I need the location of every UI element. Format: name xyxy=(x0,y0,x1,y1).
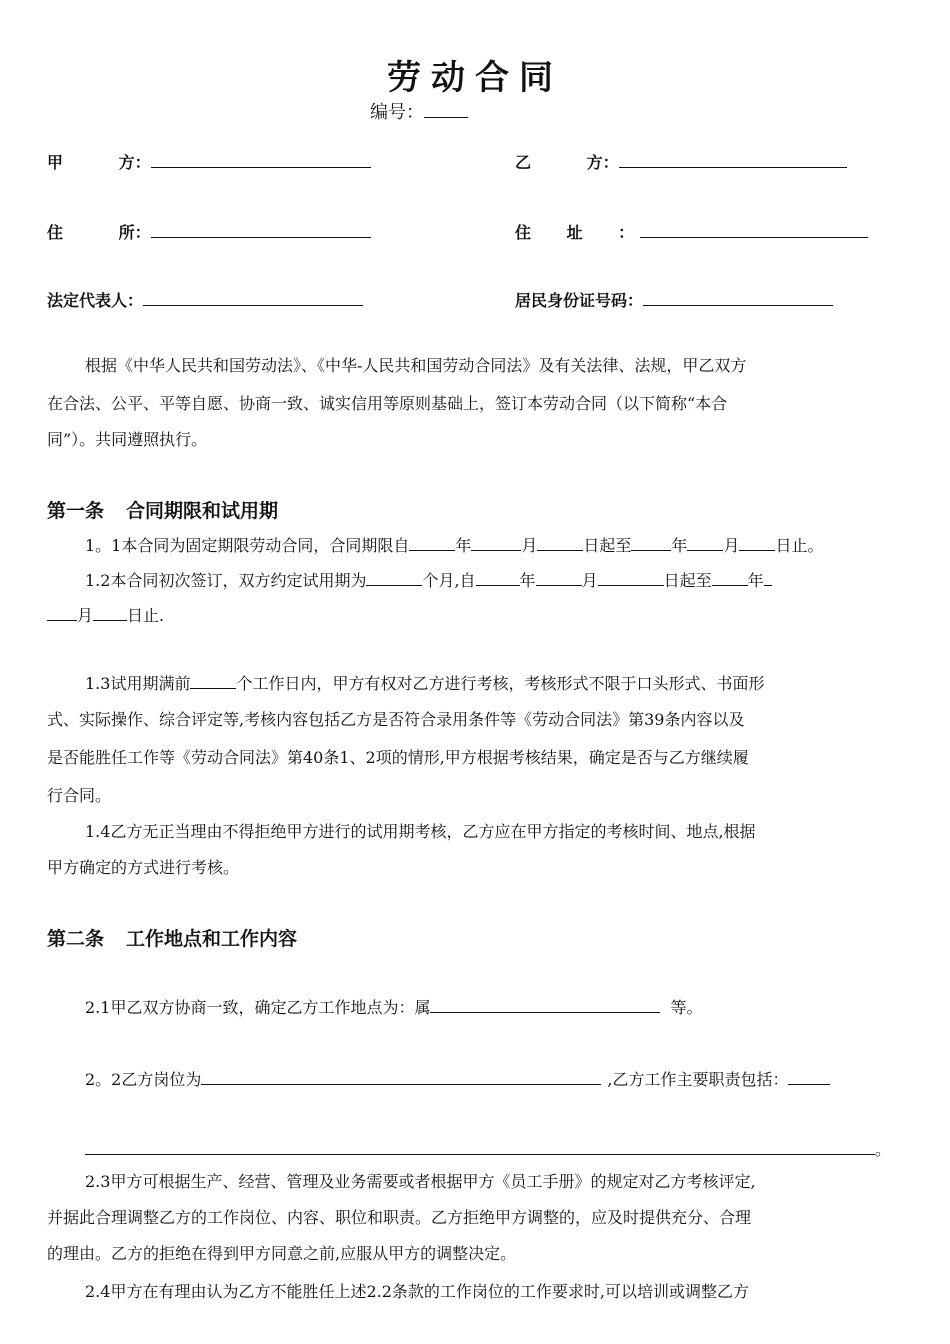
address-field xyxy=(515,220,868,243)
clause-2-2 xyxy=(85,1062,830,1098)
party-a-blank[interactable] xyxy=(151,153,371,168)
id-number-field xyxy=(515,288,833,311)
article-2-heading xyxy=(47,924,297,951)
duties-line xyxy=(85,1132,891,1168)
blank[interactable] xyxy=(598,571,664,586)
clause-1-2-cont xyxy=(47,598,164,634)
id-number-blank[interactable] xyxy=(643,291,833,306)
blank[interactable] xyxy=(739,536,775,551)
legal-rep-blank[interactable] xyxy=(143,291,363,306)
clause-1-4: 1.4乙方无正当理由不得拒绝甲方进行的试用期考核，乙方应在甲方指定的考核时间、地点,根据 xyxy=(85,822,756,841)
document-title: 劳动合同 xyxy=(387,58,563,98)
party-b-blank[interactable] xyxy=(619,153,847,168)
clause-1-1 xyxy=(85,528,823,564)
duties-blank-line[interactable] xyxy=(85,1140,875,1155)
year-label: 年 xyxy=(747,571,764,590)
legal-rep-label: 法定代表人： xyxy=(47,291,144,310)
clause-1-1-text: 1。1本合同为固定期限劳动合同，合同期限自 xyxy=(85,536,410,555)
day-end-label: 日止. xyxy=(127,606,165,625)
clause-2-3: 2.3甲方可根据生产、经营、管理及业务需要或者根据甲方《员工手册》的规定对乙方考核评定, xyxy=(85,1172,756,1191)
clause-2-3-line-3: 的理由。乙方的拒绝在得到甲方同意之前,应服从甲方的调整决定。 xyxy=(47,1244,517,1263)
months-label: 个月,自 xyxy=(422,571,476,590)
year-label: 年 xyxy=(519,571,536,590)
party-a-field xyxy=(47,150,371,173)
blank[interactable] xyxy=(409,536,455,551)
residence-blank[interactable] xyxy=(151,223,371,238)
day-to-label: 日起至 xyxy=(663,571,712,590)
duties-end: 。 xyxy=(875,1140,892,1159)
article-1-number: 第一条 xyxy=(47,500,105,522)
contract-number xyxy=(370,98,468,124)
clause-2-3-line-2: 并据此合理调整乙方的工作岗位、内容、职位和职责。乙方拒绝甲方调整的，应及时提供充分、合理 xyxy=(47,1208,752,1227)
clause-1-4-line-2: 甲方确定的方式进行考核。 xyxy=(47,858,240,877)
month-label: 月 xyxy=(723,536,740,555)
residence-field xyxy=(47,220,371,243)
article-2-number: 第二条 xyxy=(47,928,105,950)
clause-2-4: 2.4甲方在有理由认为乙方不能胜任上述2.2条款的工作岗位的工作要求时,可以培训或调整乙方 xyxy=(85,1282,749,1301)
number-label: 编号： xyxy=(370,102,424,123)
number-blank[interactable] xyxy=(424,103,468,118)
work-location-blank[interactable] xyxy=(430,998,660,1013)
article-1-title: 合同期限和试用期 xyxy=(126,500,279,522)
clause-1-2 xyxy=(85,563,772,599)
clause-2-2-text: 2。2乙方岗位为 xyxy=(85,1070,202,1089)
blank[interactable] xyxy=(764,571,772,586)
blank[interactable] xyxy=(476,571,520,586)
blank[interactable] xyxy=(47,606,77,621)
blank[interactable] xyxy=(471,536,521,551)
intro-line-2: 在合法、公平、平等自愿、协商一致、诚实信用等原则基础上，签订本劳动合同（以下简称“本合 xyxy=(47,394,728,413)
clause-1-3 xyxy=(85,666,764,702)
day-end-label: 日止。 xyxy=(775,536,824,555)
article-1-heading xyxy=(47,496,278,523)
blank[interactable] xyxy=(190,674,236,689)
clause-1-3-text: 1.3试用期满前 xyxy=(85,674,191,693)
residence-label: 住 所： xyxy=(47,223,151,242)
clause-1-3-line-3: 是否能胜任工作等《劳动合同法》第40条1、2项的情形,甲方根据考核结果，确定是否与乙方继续履 xyxy=(47,748,749,767)
article-2-title: 工作地点和工作内容 xyxy=(126,928,298,950)
position-blank[interactable] xyxy=(201,1070,601,1085)
clause-1-3-line-4: 行合同。 xyxy=(47,786,112,805)
blank[interactable] xyxy=(366,571,422,586)
duties-blank[interactable] xyxy=(788,1070,830,1085)
clause-1-2-text: 1.2本合同初次签订，双方约定试用期为 xyxy=(85,571,367,590)
intro-line-3: 同”）。共同遵照执行。 xyxy=(47,430,208,449)
clause-1-3-rest: 个工作日内，甲方有权对乙方进行考核，考核形式不限于口头形式、书面形 xyxy=(236,674,765,693)
year-label: 年 xyxy=(455,536,472,555)
duties-label: ,乙方工作主要职责包括： xyxy=(607,1070,789,1089)
clause-1-3-line-2: 式、实际操作、综合评定等,考核内容包括乙方是否符合录用条件等《劳动合同法》第39条内容以及 xyxy=(47,710,745,729)
month-label: 月 xyxy=(581,571,598,590)
party-a-label: 甲 方： xyxy=(47,153,151,172)
blank[interactable] xyxy=(712,571,748,586)
blank[interactable] xyxy=(631,536,671,551)
year-label: 年 xyxy=(671,536,688,555)
address-blank[interactable] xyxy=(640,223,868,238)
legal-rep-field xyxy=(47,288,363,311)
clause-2-1-end: 等。 xyxy=(670,998,703,1017)
clause-2-1 xyxy=(85,990,702,1026)
clause-2-1-text: 2.1甲乙双方协商一致，确定乙方工作地点为：属 xyxy=(85,998,431,1017)
address-label: 住 址 ： xyxy=(515,223,635,242)
month-label: 月 xyxy=(521,536,538,555)
blank[interactable] xyxy=(537,536,583,551)
blank[interactable] xyxy=(93,606,127,621)
blank[interactable] xyxy=(536,571,582,586)
party-b-field xyxy=(515,150,847,173)
blank[interactable] xyxy=(687,536,723,551)
intro-line-1: 根据《中华人民共和国劳动法》、《中华-人民共和国劳动合同法》及有关法律、法规，甲乙双方 xyxy=(85,356,747,375)
month-label: 月 xyxy=(77,606,94,625)
party-b-label: 乙 方： xyxy=(515,153,619,172)
id-number-label: 居民身份证号码： xyxy=(515,291,644,310)
day-to-label: 日起至 xyxy=(583,536,632,555)
